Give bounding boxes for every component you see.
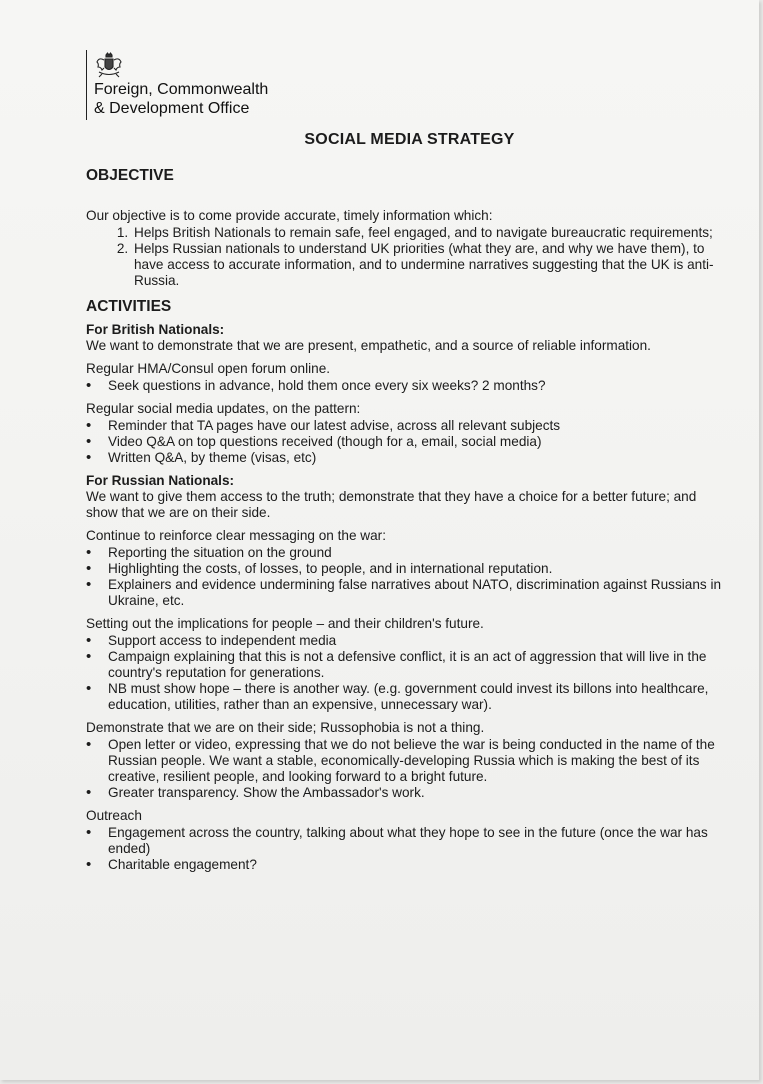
list-item: • Reporting the situation on the ground	[108, 545, 731, 561]
list-item: • Engagement across the country, talking about what they hope to see in the future (once the war has ended)	[108, 825, 731, 857]
on-their-side-lead: Demonstrate that we are on their side; Russophobia is not a thing.	[86, 720, 485, 735]
war-messaging-lead: Continue to reinforce clear messaging on the war:	[86, 528, 386, 543]
list-item: • Highlighting the costs, of losses, to people, and in international reputation.	[108, 561, 731, 577]
objective-heading: OBJECTIVE	[86, 167, 174, 184]
list-item: • Open letter or video, expressing that we do not believe the war is being conducted in the name of the Russian people. We want a stable, economically-developing Russia which is making the best of its creative, resilient people, and looking forward to a bright future.	[108, 737, 731, 785]
list-item: • Campaign explaining that this is not a defensive conflict, it is an act of aggression that will live in the country's reputation for generations.	[108, 649, 731, 681]
list-item: • Charitable engagement?	[108, 857, 731, 873]
british-nationals-intro: We want to demonstrate that we are present, empathetic, and a source of reliable information.	[86, 338, 651, 353]
future-implications-lead: Setting out the implications for people – and their children's future.	[86, 616, 484, 631]
future-implications-list	[86, 633, 731, 713]
outreach-list	[86, 825, 731, 873]
list-item: • Seek questions in advance, hold them once every six weeks? 2 months?	[108, 378, 731, 394]
list-item: • Reminder that TA pages have our latest advise, across all relevant subjects	[108, 418, 731, 434]
fcdo-logo	[86, 50, 268, 120]
document-title: SOCIAL MEDIA STRATEGY	[304, 131, 515, 148]
on-their-side-list	[86, 737, 731, 801]
royal-coat-of-arms-icon	[94, 52, 124, 78]
forum-list	[86, 378, 731, 394]
list-item: • Video Q&A on top questions received (though for a, email, social media)	[108, 434, 731, 450]
list-item: • Written Q&A, by theme (visas, etc)	[108, 450, 731, 466]
updates-list	[86, 418, 731, 466]
org-name-line-1: Foreign, Commonwealth	[94, 81, 269, 98]
objective-list	[86, 225, 731, 289]
list-item: • Greater transparency. Show the Ambassador's work.	[108, 785, 731, 801]
objective-item: 2. Helps Russian nationals to understand UK priorities (what they are, and why we have them), to have access to accurate information, and to undermine narratives suggesting that the UK is anti-Russia.	[132, 241, 731, 289]
objective-intro: Our objective is to come provide accurate, timely information which:	[86, 208, 493, 223]
british-nationals-heading: For British Nationals:	[86, 322, 225, 337]
updates-lead: Regular social media updates, on the pattern:	[86, 401, 361, 416]
russian-nationals-heading: For Russian Nationals:	[86, 473, 235, 488]
activities-heading: ACTIVITIES	[86, 298, 172, 315]
org-name-line-2: & Development Office	[94, 100, 250, 117]
russian-nationals-intro: We want to give them access to the truth; demonstrate that they have a choice for a better future; and show that we are on their side.	[86, 489, 697, 520]
list-item: • NB must show hope – there is another way. (e.g. government could invest its billons into healthcare, education, utilities, rather than an expensive, unnecessary war).	[108, 681, 731, 713]
forum-lead: Regular HMA/Consul open forum online.	[86, 361, 331, 376]
list-item: • Support access to independent media	[108, 633, 731, 649]
outreach-lead: Outreach	[86, 808, 142, 823]
war-messaging-list	[86, 545, 731, 609]
document-body	[86, 168, 731, 873]
objective-item: 1. Helps British Nationals to remain safe, feel engaged, and to navigate bureaucratic requirements;	[132, 225, 731, 241]
list-item: • Explainers and evidence undermining false narratives about NATO, discrimination against Russians in Ukraine, etc.	[108, 577, 731, 609]
